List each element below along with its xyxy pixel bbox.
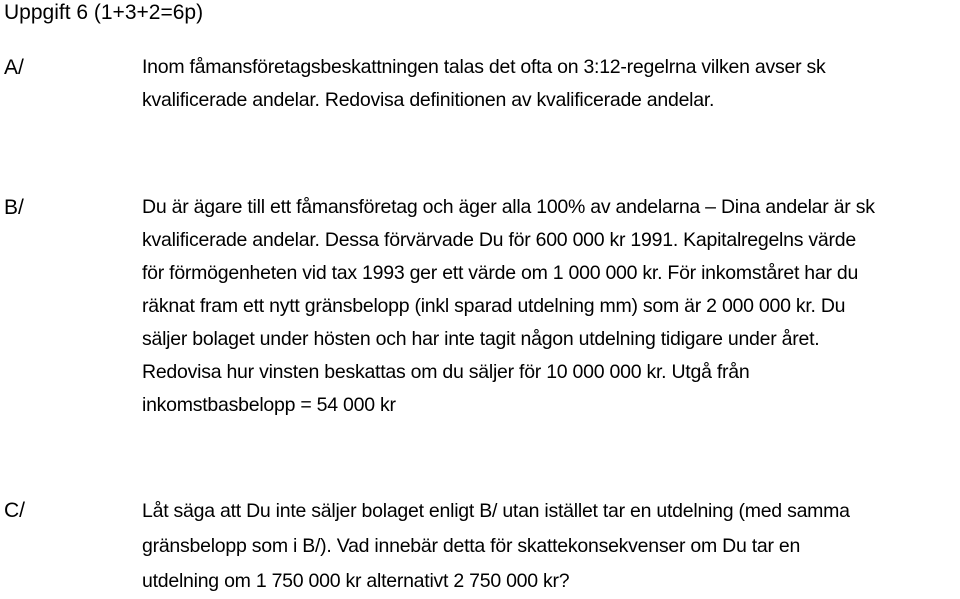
text-line: inkomstbasbelopp = 54 000 kr xyxy=(142,394,396,416)
section-label: B/ xyxy=(4,196,24,219)
text-line: kvalificerade andelar. Dessa förvärvade Du för 600 000 kr 1991. Kapitalregelns värde xyxy=(142,229,856,251)
text-line: utdelning om 1 750 000 kr alternativt 2 750 000 kr? xyxy=(142,570,570,592)
text-line: Låt säga att Du inte säljer bolaget enligt B/ utan istället tar en utdelning (med samma xyxy=(142,500,850,522)
text-line: gränsbelopp som i B/). Vad innebär detta för skattekonsekvenser om Du tar en xyxy=(142,535,801,557)
section-text xyxy=(142,494,960,599)
section-label: C/ xyxy=(4,499,25,522)
text-line: Inom fåmansföretagsbeskattningen talas det ofta on 3:12-regelrna vilken avser sk xyxy=(142,56,826,78)
section-text xyxy=(142,51,960,117)
text-line: Redovisa hur vinsten beskattas om du säljer för 10 000 000 kr. Utgå från xyxy=(142,361,750,383)
section-label: A/ xyxy=(4,56,24,79)
text-line: säljer bolaget under hösten och har inte tagit någon utdelning tidigare under året. xyxy=(142,328,820,350)
section-text xyxy=(142,191,960,422)
text-line: Du är ägare till ett fåmansföretag och äger alla 100% av andelarna – Dina andelar är sk xyxy=(142,196,875,218)
text-line: kvalificerade andelar. Redovisa definitionen av kvalificerade andelar. xyxy=(142,89,715,111)
text-line: räknat fram ett nytt gränsbelopp (inkl sparad utdelning mm) som är 2 000 000 kr. Du xyxy=(142,295,846,317)
assignment-heading: Uppgift 6 (1+3+2=6p) xyxy=(4,1,204,24)
text-line: för förmögenheten vid tax 1993 ger ett värde om 1 000 000 kr. För inkomståret har du xyxy=(142,262,859,284)
